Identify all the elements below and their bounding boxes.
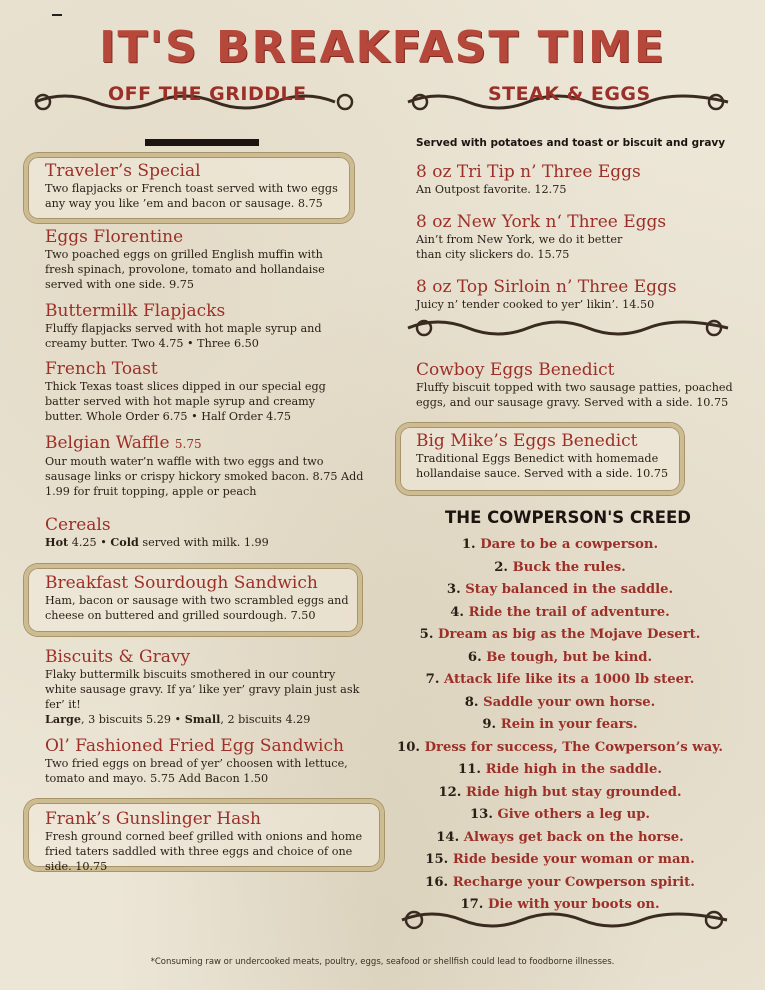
item-desc: Fresh ground corned beef grilled with onions and home fried taters saddled with three eggs and choice of one side. 10.75 (45, 830, 363, 873)
menu-item (45, 573, 350, 623)
creed-list (370, 534, 750, 917)
item-title: Cowboy Eggs Benedict (416, 360, 615, 380)
menu-item (45, 359, 345, 424)
creed-line: 10. Dress for success, The Cowperson’s way. (397, 739, 723, 755)
creed-line: 1. Dare to be a cowperson. (461, 537, 659, 552)
item-desc: Two fried eggs on bread of yer’ choosen with lettuce, tomato and mayo. 5.75 Add Bacon 1.50 (45, 757, 348, 785)
right-subnote: Served with potatoes and toast or biscuit and gravy (416, 137, 726, 149)
menu-item (45, 301, 345, 351)
item-title: Frank’s Gunslinger Hash (45, 809, 261, 829)
item-title: Buttermilk Flapjacks (45, 301, 226, 321)
item-title: Breakfast Sourdough Sandwich (45, 573, 318, 593)
menu-item (45, 227, 345, 292)
menu-item (45, 515, 345, 550)
item-title: Big Mike’s Eggs Benedict (416, 431, 638, 451)
menu-item (416, 431, 676, 481)
item-desc: Two flapjacks or French toast served with two eggs any way you like ’em and bacon or sausage. 8.75 (45, 182, 338, 210)
item-title: 8 oz Tri Tip n’ Three Eggs (416, 162, 641, 182)
item-desc: An Outpost favorite. 12.75 (416, 183, 567, 196)
creed-line: 16. Recharge your Cowperson spirit. (425, 874, 695, 890)
left-section-heading: OFF THE GRIDDLE (108, 83, 307, 105)
item-desc: Fluffy biscuit topped with two sausage patties, poached eggs, and our sausage gravy. Served with a side. 10.75 (416, 381, 733, 409)
menu-item (45, 736, 365, 786)
corner-mark (52, 14, 62, 16)
menu-item (416, 212, 667, 262)
item-title: French Toast (45, 359, 158, 379)
item-desc: Hot 4.25 • Cold served with milk. 1.99 (45, 535, 269, 549)
creed-line: 17. Die with your boots on. (460, 897, 660, 912)
rope-divider-right-mid-icon (398, 308, 743, 348)
creed-line: 3. Stay balanced in the saddle. (446, 582, 674, 597)
item-title: 8 oz New York n‘ Three Eggs (416, 212, 667, 232)
item-desc: Two poached eggs on grilled English muffin with fresh spinach, provolone, tomato and hollandaise served with one side. 9.75 (45, 248, 325, 291)
item-title-price: 5.75 (174, 437, 202, 451)
item-desc: Ham, bacon or sausage with two scrambled eggs and cheese on buttered and grilled sourdough. 7.50 (45, 594, 349, 622)
creed-line: 11. Ride high in the saddle. (458, 762, 662, 777)
menu-item (45, 161, 345, 211)
item-desc: Fluffy flapjacks served with hot maple syrup and creamy butter. Two 4.75 • Three 6.50 (45, 322, 322, 350)
creed-line: 2. Buck the rules. (494, 559, 626, 575)
menu-item (45, 433, 367, 499)
item-title: Cereals (45, 515, 111, 535)
creed-line: 15. Ride beside your woman or man. (425, 852, 695, 867)
footer-disclaimer: *Consuming raw or undercooked meats, poultry, eggs, seafood or shellfish could lead to foodborne illnesses. (150, 957, 615, 967)
menu-item (45, 809, 375, 874)
menu-item (416, 277, 736, 312)
page-title: IT'S BREAKFAST TIME (99, 22, 666, 73)
creed-line: 7. Attack life like its a 1000 lb steer. (425, 672, 695, 687)
item-desc-sizes: Large, 3 biscuits 5.29 • Small, 2 biscuits 4.29 (45, 712, 311, 726)
item-title: 8 oz Top Sirloin n’ Three Eggs (416, 277, 677, 297)
creed-line: 12. Ride high but stay grounded. (438, 784, 682, 800)
item-desc: Flaky buttermilk biscuits smothered in our country white sausage gravy. If ya’ like yer’ gravy plain just ask fer’ it! (45, 668, 360, 711)
creed-line: 8. Saddle your own horse. (464, 694, 656, 710)
item-desc: Juicy n’ tender cooked to yer’ likin’. 14.50 (416, 298, 655, 311)
creed-line: 9. Rein in your fears. (482, 717, 638, 732)
item-title: Belgian Waffle 5.75 (45, 433, 202, 453)
creed-line: 4. Ride the trail of adventure. (450, 604, 670, 620)
item-desc: Traditional Eggs Benedict with homemade hollandaise sauce. Served with a side. 10.75 (416, 452, 669, 480)
creed-line: 13. Give others a leg up. (469, 807, 651, 822)
creed-line: 5. Dream as big as the Mojave Desert. (419, 627, 701, 642)
item-title: Biscuits & Gravy (45, 647, 191, 667)
creed-line: 6. Be tough, but be kind. (467, 649, 653, 665)
menu-item (416, 360, 736, 410)
menu-item (416, 162, 736, 197)
item-desc: Thick Texas toast slices dipped in our special egg batter served with hot maple syrup and creamy butter. Whole Order 6.75 • Half Order 4.75 (45, 380, 326, 423)
obscured-note-bar (145, 139, 259, 146)
item-title: Traveler’s Special (45, 161, 201, 181)
item-desc: Our mouth water’n waffle with two eggs and two sausage links or crispy hickory smoked bacon. 8.75 Add 1.99 for fruit topping, apple or peach (45, 455, 364, 498)
item-title: Ol’ Fashioned Fried Egg Sandwich (45, 736, 344, 756)
creed-title: THE COWPERSON'S CREED (445, 508, 691, 527)
menu-item (45, 647, 370, 727)
creed-line: 14. Always get back on the horse. (436, 829, 684, 845)
item-title: Eggs Florentine (45, 227, 184, 247)
item-desc: Ain’t from New York, we do it better than city slickers do. 15.75 (416, 233, 623, 261)
right-section-heading: STEAK & EGGS (488, 83, 651, 105)
